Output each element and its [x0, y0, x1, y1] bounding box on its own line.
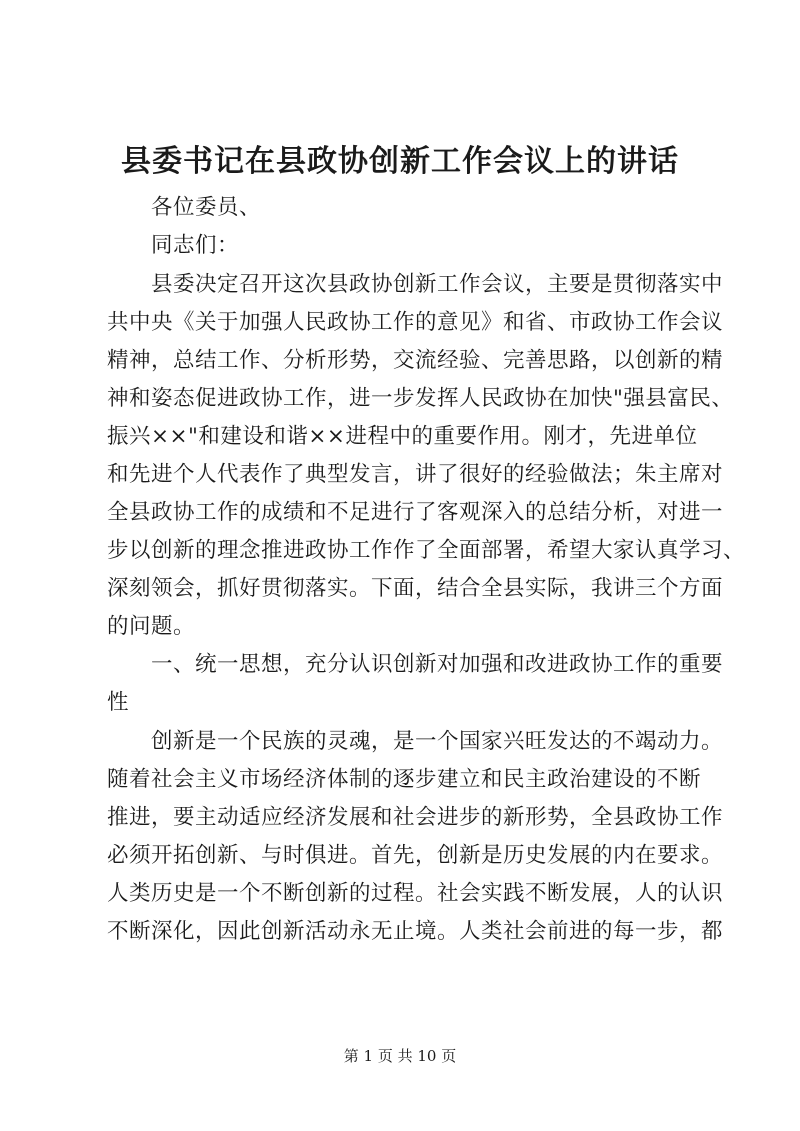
text-line: 县委决定召开这次县政协创新工作会议，主要是贯彻落实中: [107, 272, 724, 297]
text-line: 的问题。: [107, 614, 196, 639]
text-line: 必须开拓创新、与时俱进。首先，创新是历史发展的内在要求。: [107, 843, 724, 868]
text-line: 各位委员、: [107, 195, 262, 220]
text-line: 共中央《关于加强人民政协工作的意见》和省、市政协工作会议: [107, 310, 724, 335]
text-line: 推进，要主动适应经济发展和社会进步的新形势，全县政协工作: [107, 805, 724, 830]
text-line: 不断深化，因此创新活动永无止境。人类社会前进的每一步，都: [107, 919, 724, 944]
page-footer: 第 1 页 共 10 页: [343, 1047, 457, 1065]
section-heading-line: 一、统一思想，充分认识创新对加强和改进政协工作的重要: [107, 652, 724, 677]
section-heading-line: 性: [107, 690, 130, 715]
text-line: 人类历史是一个不断创新的过程。社会实践不断发展，人的认识: [107, 881, 724, 906]
text-line: 步以创新的理念推进政协工作作了全面部署，希望大家认真学习、: [107, 538, 746, 563]
text-line: 同志们：: [107, 233, 240, 258]
text-line: 创新是一个民族的灵魂，是一个国家兴旺发达的不竭动力。: [107, 729, 724, 754]
text-line: 神和姿态促进政协工作，进一步发挥人民政协在加快"强县富民、: [107, 386, 734, 411]
text-line: 振兴××"和建设和谐××进程中的重要作用。刚才，先进单位: [107, 424, 698, 449]
text-line: 深刻领会，抓好贯彻落实。下面，结合全县实际，我讲三个方面: [107, 576, 724, 601]
text-line: 精神，总结工作、分析形势，交流经验、完善思路，以创新的精: [107, 348, 724, 373]
text-line: 全县政协工作的成绩和不足进行了客观深入的总结分析，对进一: [107, 500, 724, 525]
text-line: 随着社会主义市场经济体制的逐步建立和民主政治建设的不断: [107, 767, 702, 792]
document-title: 县委书记在县政协创新工作会议上的讲话: [121, 144, 679, 179]
text-line: 和先进个人代表作了典型发言，讲了很好的经验做法；朱主席对: [107, 462, 724, 487]
